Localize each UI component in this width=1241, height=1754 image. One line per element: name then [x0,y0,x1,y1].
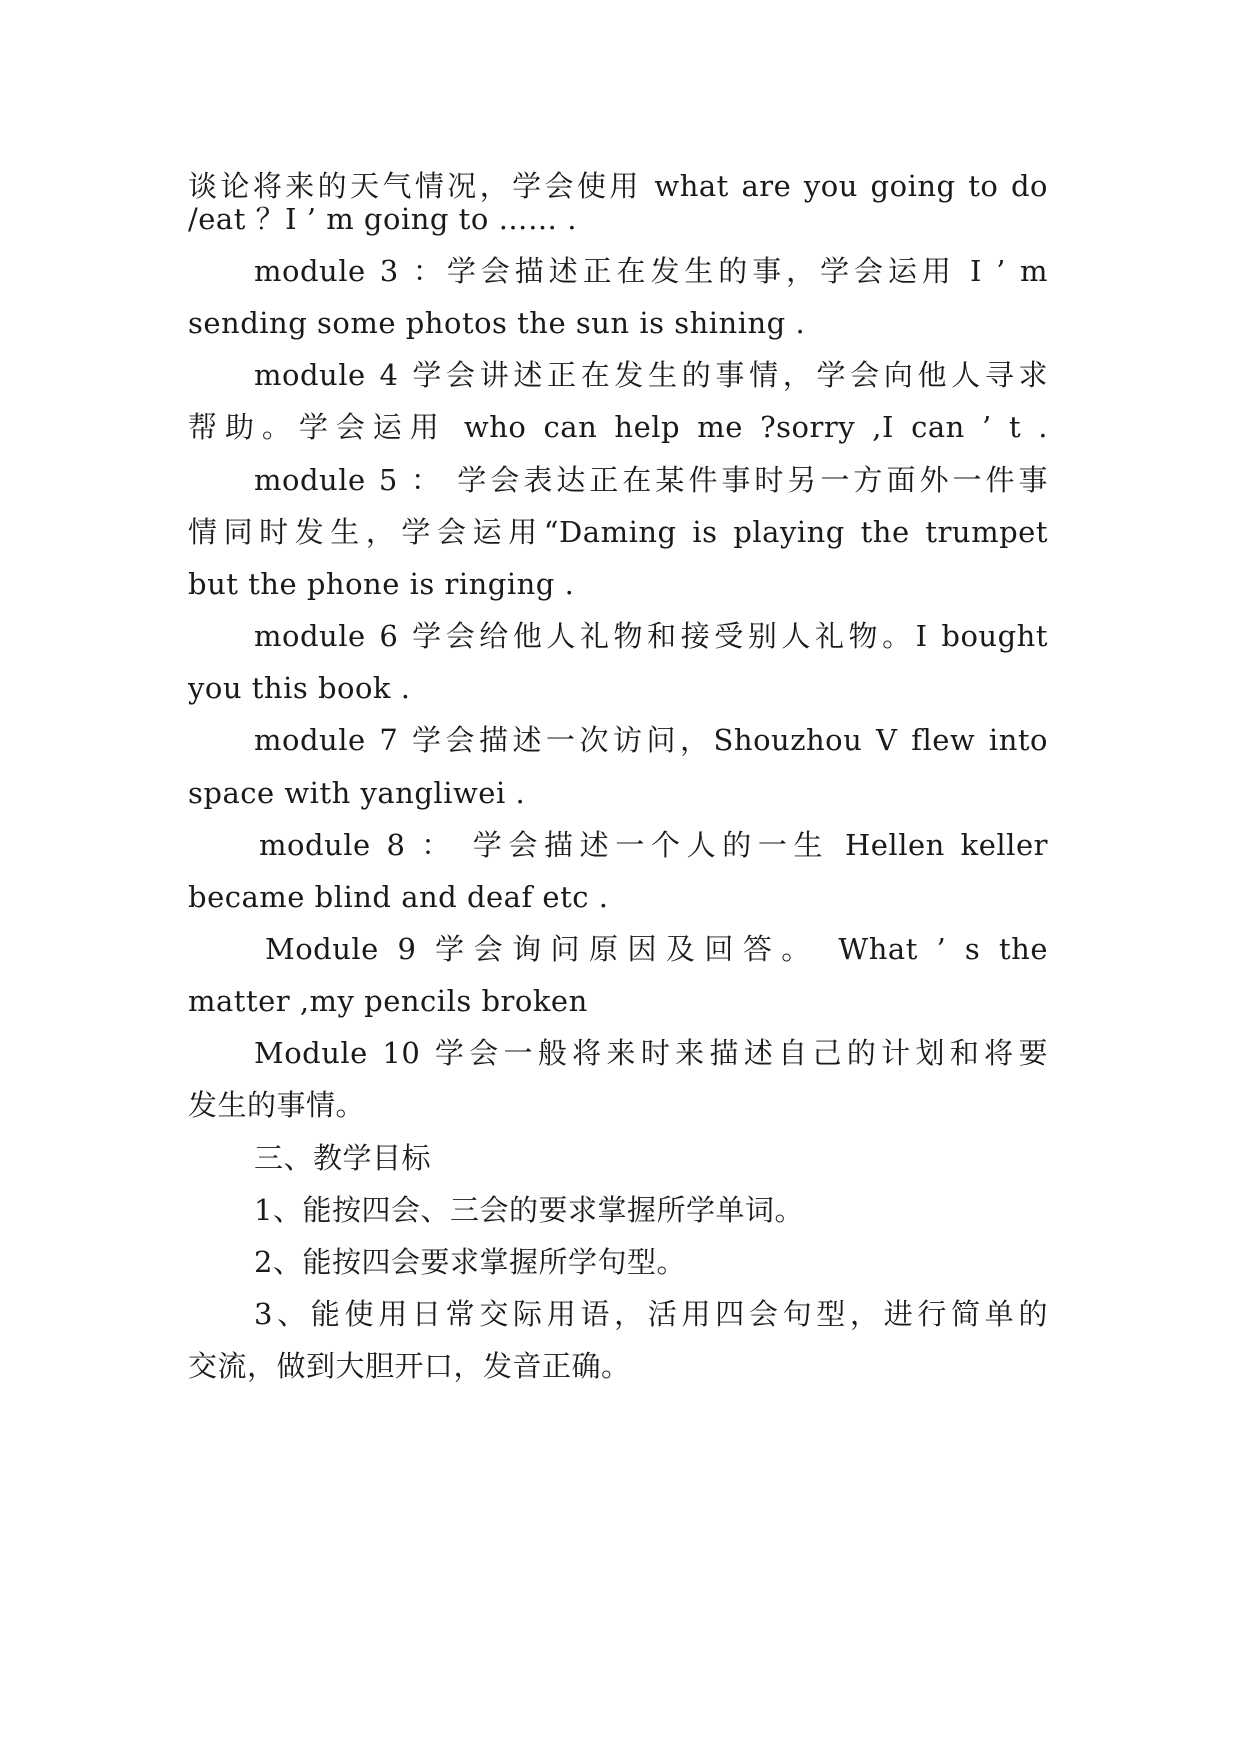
text-line: /eat ？I ’ m going to …… . [188,202,577,236]
text-line: 情同时发生，学会运用“Daming is playing the trumpet [188,515,1048,549]
text-line: module 5 ： 学会表达正在某件事时另一方面外一件事 [254,463,1048,497]
section-heading: 三、教学目标 [254,1141,432,1175]
list-item: 3、能使用日常交际用语，活用四会句型，进行简单的 [254,1297,1048,1331]
text-line: module 4 学会讲述正在发生的事情，学会向他人寻求 [254,358,1048,392]
list-item: 2、能按四会要求掌握所学句型。 [254,1245,686,1279]
text-line: became blind and deaf etc . [188,880,609,914]
text-line: module 6 学会给他人礼物和接受别人礼物。I bought [254,619,1048,653]
text-line: space with yangliwei . [188,776,526,810]
text-line: sending some photos the sun is shining . [188,306,806,340]
text-line: 谈论将来的天气情况，学会使用 what are you going to do [188,169,1048,203]
text-line: 帮助。学会运用 who can help me ?sorry ,I can ’ t . [188,410,1048,444]
list-item-continuation: 交流，做到大胆开口，发音正确。 [188,1349,631,1383]
list-item: 1、能按四会、三会的要求掌握所学单词。 [254,1193,804,1227]
text-line: but the phone is ringing . [188,567,575,601]
text-line: module 7 学会描述一次访问，Shouzhou V flew into [254,723,1048,757]
text-line: you this book . [188,671,411,705]
text-line: module 3 ：学会描述正在发生的事，学会运用 I ’ m [254,254,1048,288]
text-line: 发生的事情。 [188,1088,366,1122]
text-line: matter ,my pencils broken [188,984,588,1018]
text-line: Module 9 学会询问原因及回答。 What ’ s the [265,932,1048,966]
text-line: Module 10 学会一般将来时来描述自己的计划和将要 [254,1036,1048,1070]
text-line: module 8 ： 学会描述一个人的一生 Hellen keller [259,828,1048,862]
